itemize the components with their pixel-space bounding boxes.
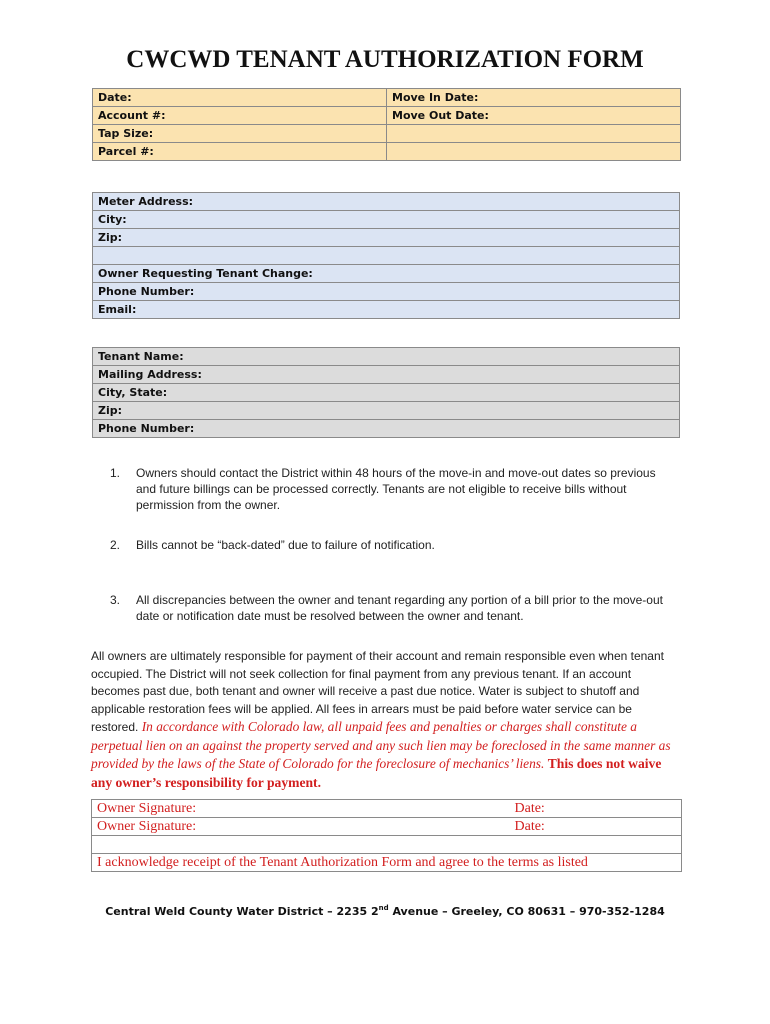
spacer-row [92,836,682,854]
list-item [110,592,670,624]
table-row [92,854,682,872]
list-item [110,465,670,513]
signature-date-field[interactable]: Date: [510,818,682,836]
responsibility-text: All owners are ultimately responsible for payment of their account and remain responsible even when tenant occupied. The District will not seek collection for final payment from any previous tenant. If an account becomes past due, both tenant and owner will receive a past due notice. Water is subject to shutoff and applicable restoration fees will be applied. All fees in arrears must be paid before water service can be restored. [91,649,664,734]
spacer-row [93,247,680,265]
signature-date-field[interactable]: Date: [510,800,682,818]
mailing-address-field[interactable]: Mailing Address: [93,366,680,384]
zip-field[interactable]: Zip: [93,229,680,247]
owner-info-table [92,192,680,319]
table-row [93,193,680,211]
note-text: Bills cannot be “back-dated” due to failure of notification. [136,538,435,552]
note-number: 1. [110,466,121,480]
form-title: CWCWD TENANT AUTHORIZATION FORM [126,46,644,73]
table-row [93,107,681,125]
acknowledgement-field[interactable]: I acknowledge receipt of the Tenant Authorization Form and agree to the terms as listed [92,854,682,872]
note-number: 2. [110,538,121,552]
tap-size-field[interactable]: Tap Size: [93,125,387,143]
table-row [93,211,680,229]
city-state-field[interactable]: City, State: [93,384,680,402]
table-row [93,402,680,420]
owner-email-field[interactable]: Email: [93,301,680,319]
table-row [93,229,680,247]
tenant-name-field[interactable]: Tenant Name: [93,348,680,366]
parcel-number-field[interactable]: Parcel #: [93,143,387,161]
meter-address-field[interactable]: Meter Address: [93,193,680,211]
move-in-date-field[interactable]: Move In Date: [387,89,681,107]
account-number-field[interactable]: Account #: [93,107,387,125]
note-text: Owners should contact the District within 48 hours of the move-in and move-out dates so previous and future billings can be processed correctly. Tenants are not eligible to receive bills without permission from the owner. [136,466,656,512]
lien-notice: In accordance with Colorado law, all unpaid fees and penalties or charges shall constitute a perpetual lien on an against the property served and any such lien may be foreclosed in the same manner as provided by the laws of the State of Colorado for the foreclosure of mechanics’ liens. [91,719,671,771]
date-field[interactable]: Date: [93,89,387,107]
note-text: All discrepancies between the owner and tenant regarding any portion of a bill prior to the move-out date or notification date must be resolved between the owner and tenant. [136,593,663,623]
table-row [93,420,680,438]
tenant-zip-field[interactable]: Zip: [93,402,680,420]
owner-phone-field[interactable]: Phone Number: [93,283,680,301]
list-item [110,537,670,553]
table-row [93,301,680,319]
table-row [92,836,682,854]
table-row [92,818,682,836]
table-row [93,283,680,301]
responsibility-paragraph [91,648,681,792]
tenant-info-table [92,347,680,438]
tenant-phone-field[interactable]: Phone Number: [93,420,680,438]
payment-responsibility-notice: This does not waive any owner’s responsibility for payment. [91,756,662,790]
table-row [93,125,681,143]
note-number: 3. [110,593,121,607]
signature-table [91,799,682,872]
table-row [93,348,680,366]
owner-signature-field[interactable]: Owner Signature: [92,800,510,818]
table-row [93,247,680,265]
table-row [93,89,681,107]
table-row [93,265,680,283]
table-row [93,366,680,384]
owner-requesting-field[interactable]: Owner Requesting Tenant Change: [93,265,680,283]
owner-signature-field[interactable]: Owner Signature: [92,818,510,836]
empty-field[interactable] [387,125,681,143]
city-field[interactable]: City: [93,211,680,229]
empty-field[interactable] [387,143,681,161]
account-info-table [92,88,681,161]
move-out-date-field[interactable]: Move Out Date: [387,107,681,125]
footer-address: Central Weld County Water District – 2235 2nd Avenue – Greeley, CO 80631 – 970-352-1284 [105,904,665,918]
table-row [93,143,681,161]
table-row [92,800,682,818]
table-row [93,384,680,402]
